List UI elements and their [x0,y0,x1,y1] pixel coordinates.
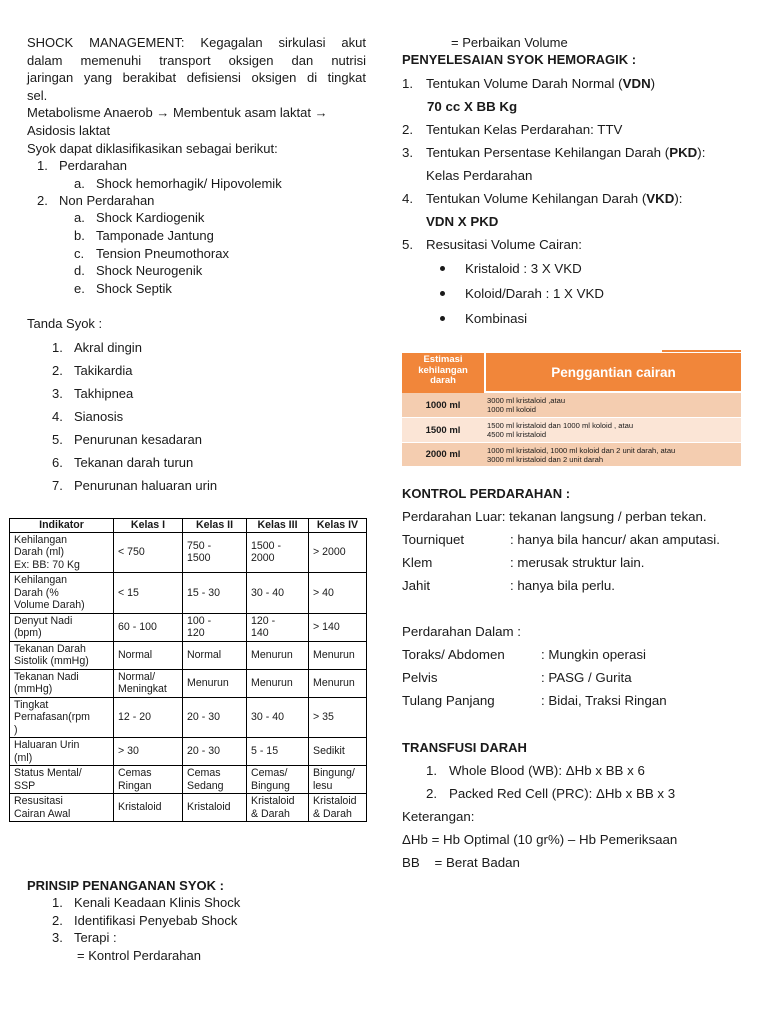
table-cell: 750 - 1500 [183,532,247,573]
table-cell: Kristaloid & Darah [309,794,367,822]
step-4-text [426,190,682,207]
table-row [10,532,367,573]
step-text: ): [674,191,683,206]
table-cell: Kristaloid [114,794,183,822]
table-header: Kelas I [114,519,183,533]
step-number: 5. [402,237,414,252]
table-row [10,641,367,669]
table-cell: Sedikit [309,738,367,766]
external-bleeding: Perdarahan Luar: tekanan langsung / perban tekan. [402,509,707,524]
table-row [10,794,367,822]
notes-label: Keterangan: [402,809,475,824]
table-row [10,669,367,697]
fluid-replacement-table [402,350,741,466]
intro-line-1: SHOCK MANAGEMENT: Kegagalan sirkulasi akut [27,35,366,50]
table-indicator-cell: Kehilangan Darah (% Volume Darah) [10,573,114,614]
class-number: 1. [37,158,48,173]
bleeding-control-title: KONTROL PERDARAHAN : [402,486,571,501]
principles-title: PRINSIP PENANGANAN SYOK : [27,878,224,893]
control-value: : hanya bila hancur/ akan amputasi. [510,532,720,547]
control-value: : Mungkin operasi [541,647,646,662]
table-cell: Menurun [247,669,309,697]
step-text: Tentukan Volume Darah Normal ( [426,76,623,91]
class-sub-letter: e. [74,281,85,296]
class-sub-text: Shock Septik [96,281,172,296]
control-value: : Bidai, Traksi Ringan [541,693,667,708]
table-row [10,573,367,614]
table-cell: Kristaloid & Darah [247,794,309,822]
fluid-line: 1000 ml kristaloid, 1000 ml koloid dan 2 unit darah, atau [487,445,676,455]
table-indicator-cell: Status Mental/ SSP [10,766,114,794]
table-row [10,766,367,794]
table-cell: Menurun [183,669,247,697]
control-key: Jahit [402,578,431,593]
principle-number: 2. [52,913,63,928]
step-number: 4. [402,191,414,206]
sign-number: 1. [52,340,63,355]
step-bold: PKD [669,145,698,160]
table-cell: 12 - 20 [114,697,183,738]
class-sub-text: Shock hemorhagik/ Hipovolemik [96,176,282,191]
internal-bleeding: Perdarahan Dalam : [402,624,521,639]
signs-title: Tanda Syok : [27,316,103,331]
step-2-text: Tentukan Kelas Perdarahan: TTV [426,122,623,137]
step-bold: VDN [622,76,651,91]
fluid-row [402,418,741,442]
intro-line-2: dalam memenuhi transport oksigen dan nutrisi [27,52,366,68]
table-cell: > 30 [114,738,183,766]
therapy-control: = Kontrol Perdarahan [77,948,201,963]
control-key: Toraks/ Abdomen [402,647,505,662]
table-cell: < 750 [114,532,183,573]
control-key: Klem [402,555,433,570]
fluid-line: 3000 ml kristaloid dan 2 unit darah [487,454,604,464]
table-cell: > 140 [309,613,367,641]
bullet-icon [440,316,445,321]
metabolism-line-2: Asidosis laktat [27,123,111,138]
sign-number: 5. [52,432,63,447]
fluid-line: 1000 ml koloid [487,405,536,414]
bb-definition: BB = Berat Badan [402,855,520,870]
table-indicator-cell: Resusitasi Cairan Awal [10,794,114,822]
table-row [10,738,367,766]
step-1-text [426,75,655,92]
control-value: : PASG / Gurita [541,670,632,685]
fluid-estimate: 1000 ml [425,399,461,411]
table-cell: Normal [114,641,183,669]
delta-hb-definition: ΔHb = Hb Optimal (10 gr%) – Hb Pemeriksaan [402,832,678,847]
principle-number: 3. [52,930,63,945]
metabolism-line-1: Metabolisme Anaerob → Membentuk asam laktat → [27,105,328,120]
bullet-text: Kombinasi [465,311,528,326]
class-sub-letter: c. [74,246,85,261]
control-value: : merusak struktur lain. [510,555,645,570]
table-row [10,697,367,738]
table-cell: < 15 [114,573,183,614]
fluid-estimate: 2000 ml [425,449,461,460]
intro-line-4: sel. [27,88,48,103]
principle-number: 1. [52,895,63,910]
step-number: 3. [402,145,414,160]
sign-number: 3. [52,386,63,401]
therapy-volume: = Perbaikan Volume [451,35,568,50]
table-cell: > 40 [309,573,367,614]
table-cell: Cemas Ringan [114,766,183,794]
sign-text: Penurunan haluaran urin [74,478,218,493]
table-header: Kelas II [183,519,247,533]
table-cell: 15 - 30 [183,573,247,614]
table-indicator-cell: Tekanan Nadi (mmHg) [10,669,114,697]
step-3-sub: Kelas Perdarahan [426,168,533,183]
class-sub-text: Shock Kardiogenik [96,210,205,225]
fluid-line: 3000 ml kristaloid ,atau [487,396,566,405]
step-bold: VKD [646,191,675,206]
bullet-icon [440,291,445,296]
vkd-formula: VDN X PKD [426,214,499,229]
shock-class-table [9,518,367,822]
sign-text: Takikardia [74,363,133,378]
control-key: Pelvis [402,670,438,685]
class-sub-text: Tamponade Jantung [96,228,214,243]
fluid-header-replacement: Penggantian cairan [486,353,741,391]
step-text: ) [650,76,656,91]
table-cell: Menurun [247,641,309,669]
step-text: Tentukan Persentase Kehilangan Darah ( [426,145,670,160]
table-indicator-cell: Tingkat Pernafasan(rpm ) [10,697,114,738]
fluid-line: 1500 ml kristaloid dan 1000 ml koloid , atau [487,421,634,430]
principle-text: Terapi : [74,930,117,945]
fluid-row [402,393,741,417]
table-cell: 100 - 120 [183,613,247,641]
table-cell: 5 - 15 [247,738,309,766]
table-cell: 30 - 40 [247,573,309,614]
table-cell: Bingung/ lesu [309,766,367,794]
sign-number: 6. [52,455,63,470]
table-cell: 120 - 140 [247,613,309,641]
table-cell: 1500 - 2000 [247,532,309,573]
header-line: kehilangan [418,364,468,376]
table-header: Indikator [10,519,114,533]
fluid-row [402,443,741,466]
class-sub-letter: a. [74,210,85,225]
table-cell: 20 - 30 [183,697,247,738]
sign-text: Penurunan kesadaran [74,432,202,447]
class-sub-letter: d. [74,263,85,278]
hemorrhagic-title: PENYELESAIAN SYOK HEMORAGIK : [402,52,637,67]
table-cell: Menurun [309,669,367,697]
transfusion-number: 1. [426,763,438,778]
table-cell: Kristaloid [183,794,247,822]
table-cell: Cemas/ Bingung [247,766,309,794]
header-line: Estimasi [423,354,463,365]
table-cell: Normal [183,641,247,669]
class-number: 2. [37,193,48,208]
table-indicator-cell: Denyut Nadi (bpm) [10,613,114,641]
class-label: Perdarahan [59,158,127,173]
table-cell: Menurun [309,641,367,669]
step-5-text: Resusitasi Volume Cairan: [426,237,582,252]
bullet-text: Kristaloid : 3 X VKD [465,261,582,276]
table-header: Kelas III [247,519,309,533]
sign-text: Sianosis [74,409,124,424]
table-cell: > 2000 [309,532,367,573]
class-sub-text: Shock Neurogenik [96,263,203,278]
sign-number: 4. [52,409,63,424]
step-number: 2. [402,122,414,137]
principle-text: Identifikasi Penyebab Shock [74,913,238,928]
class-label: Non Perdarahan [59,193,155,208]
table-cell: 30 - 40 [247,697,309,738]
step-number: 1. [402,76,414,91]
table-cell: > 35 [309,697,367,738]
step-text: Tentukan Volume Kehilangan Darah ( [426,191,647,206]
table-header-row [10,519,367,533]
step-3-text [426,144,705,161]
classification-intro: Syok dapat diklasifikasikan sebagai berikut: [27,141,278,156]
transfusion-number: 2. [426,786,438,801]
table-row [10,613,367,641]
bullet-icon [440,266,445,271]
vdn-formula: 70 cc X BB Kg [427,99,518,114]
table-indicator-cell: Kehilangan Darah (ml) Ex: BB: 70 Kg [10,532,114,573]
table-cell: 20 - 30 [183,738,247,766]
table-cell: 60 - 100 [114,613,183,641]
table-cell: Cemas Sedang [183,766,247,794]
fluid-replacement [487,418,739,442]
fluid-replacement [487,443,739,466]
control-key: Tulang Panjang [402,693,495,708]
class-sub-letter: b. [74,228,85,243]
sign-text: Takhipnea [74,386,134,401]
sign-text: Akral dingin [74,340,142,355]
transfusion-text: Whole Blood (WB): ΔHb x BB x 6 [449,763,645,778]
control-key: Tourniquet [402,532,465,547]
sign-number: 2. [52,363,63,378]
principle-text: Kenali Keadaan Klinis Shock [74,895,241,910]
class-sub-text: Tension Pneumothorax [96,246,229,261]
table-indicator-cell: Tekanan Darah Sistolik (mmHg) [10,641,114,669]
table-indicator-cell: Haluaran Urin (ml) [10,738,114,766]
table-cell: Normal/ Meningkat [114,669,183,697]
header-line: darah [430,375,456,386]
header-accent-line [662,350,741,352]
intro-line-3: jaringan yang berakibat defisiensi oksigen di tingkat [27,70,366,85]
class-sub-letter: a. [74,176,85,191]
transfusion-text: Packed Red Cell (PRC): ΔHb x BB x 3 [449,786,676,801]
step-text: ): [697,145,706,160]
fluid-replacement [487,393,739,417]
fluid-line: 4500 ml kristaloid [487,430,547,439]
sign-text: Tekanan darah turun [74,455,194,470]
control-value: : hanya bila perlu. [510,578,615,593]
sign-number: 7. [52,478,63,493]
table-header: Kelas IV [309,519,367,533]
fluid-header-estimate [402,353,484,393]
fluid-estimate: 1500 ml [425,424,461,436]
transfusion-title: TRANSFUSI DARAH [402,740,527,755]
bullet-text: Koloid/Darah : 1 X VKD [465,286,604,301]
